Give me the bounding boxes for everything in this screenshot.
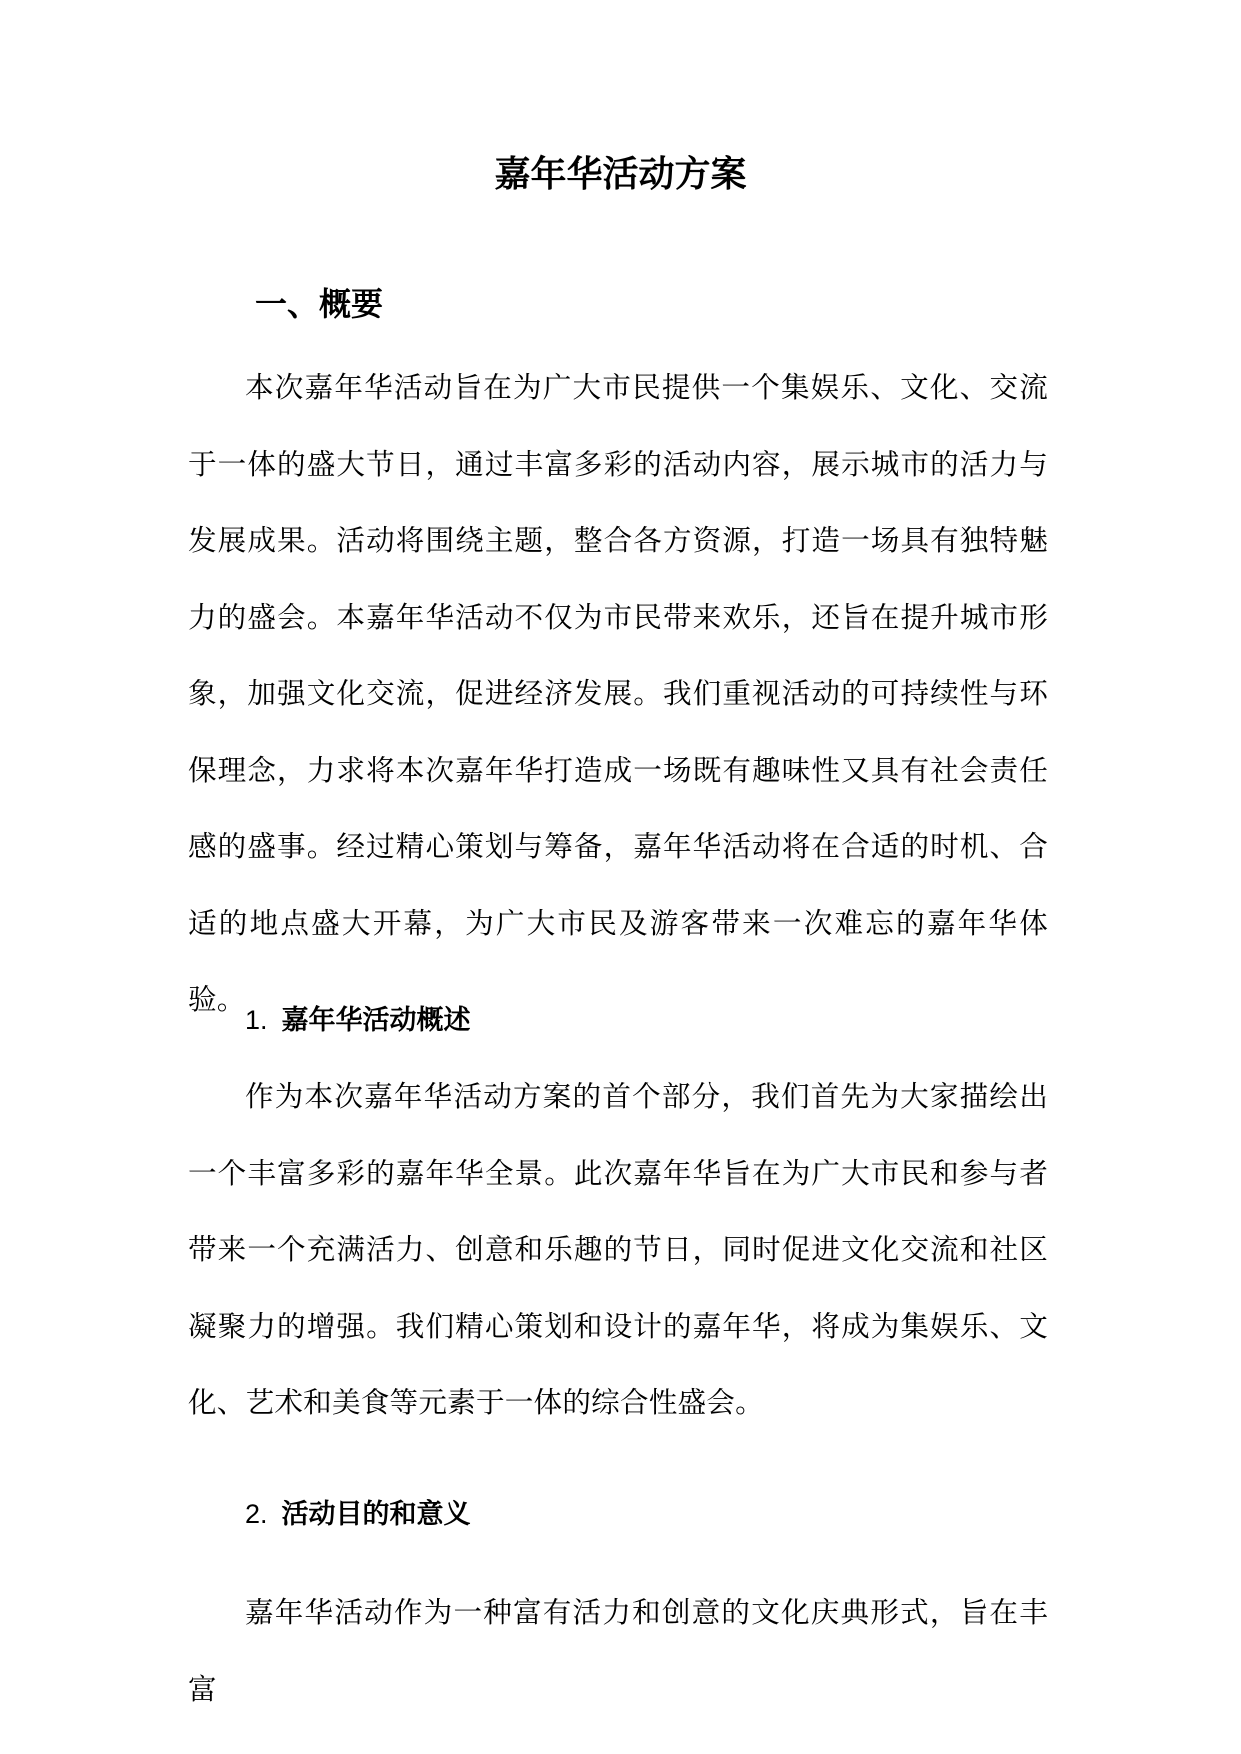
subsection-heading-carnival-overview — [245, 1000, 471, 1041]
subsection-heading-purpose — [245, 1494, 471, 1535]
subsection-title: 嘉年华活动概述 — [281, 1005, 471, 1036]
subsection-number: 1. — [245, 1005, 268, 1035]
purpose-paragraph: 嘉年华活动作为一种富有活力和创意的文化庆典形式，旨在丰富 — [188, 1595, 1048, 1706]
document-title: 嘉年华活动方案 — [494, 154, 747, 195]
subsection-title: 活动目的和意义 — [281, 1499, 471, 1530]
overview-paragraph: 本次嘉年华活动旨在为广大市民提供一个集娱乐、文化、交流于一体的盛大节日，通过丰富多彩的活动内容，展示城市的活力与发展成果。活动将围绕主题，整合各方资源，打造一场具有独特魅力的盛会。本嘉年华活动不仅为市民带来欢乐，还旨在提升城市形象，加强文化交流，促进经济发展。我们重视活动的可持续性与环保理念，力求将本次嘉年华打造成一场既有趣味性又具有社会责任感的盛事。经过精心策划与筹备，嘉年华活动将在合适的时机、合适的地点盛大开幕，为广大市民及游客带来一次难忘的嘉年华体验。 — [188, 370, 1048, 1016]
carnival-overview-paragraph: 作为本次嘉年华活动方案的首个部分，我们首先为大家描绘出一个丰富多彩的嘉年华全景。此次嘉年华旨在为广大市民和参与者带来一个充满活力、创意和乐趣的节日，同时促进文化交流和社区凝聚力的增强。我们精心策划和设计的嘉年华，将成为集娱乐、文化、艺术和美食等元素于一体的综合性盛会。 — [188, 1079, 1048, 1419]
section-heading-overview: 一、概要 — [255, 285, 384, 323]
subsection-number: 2. — [245, 1499, 268, 1529]
